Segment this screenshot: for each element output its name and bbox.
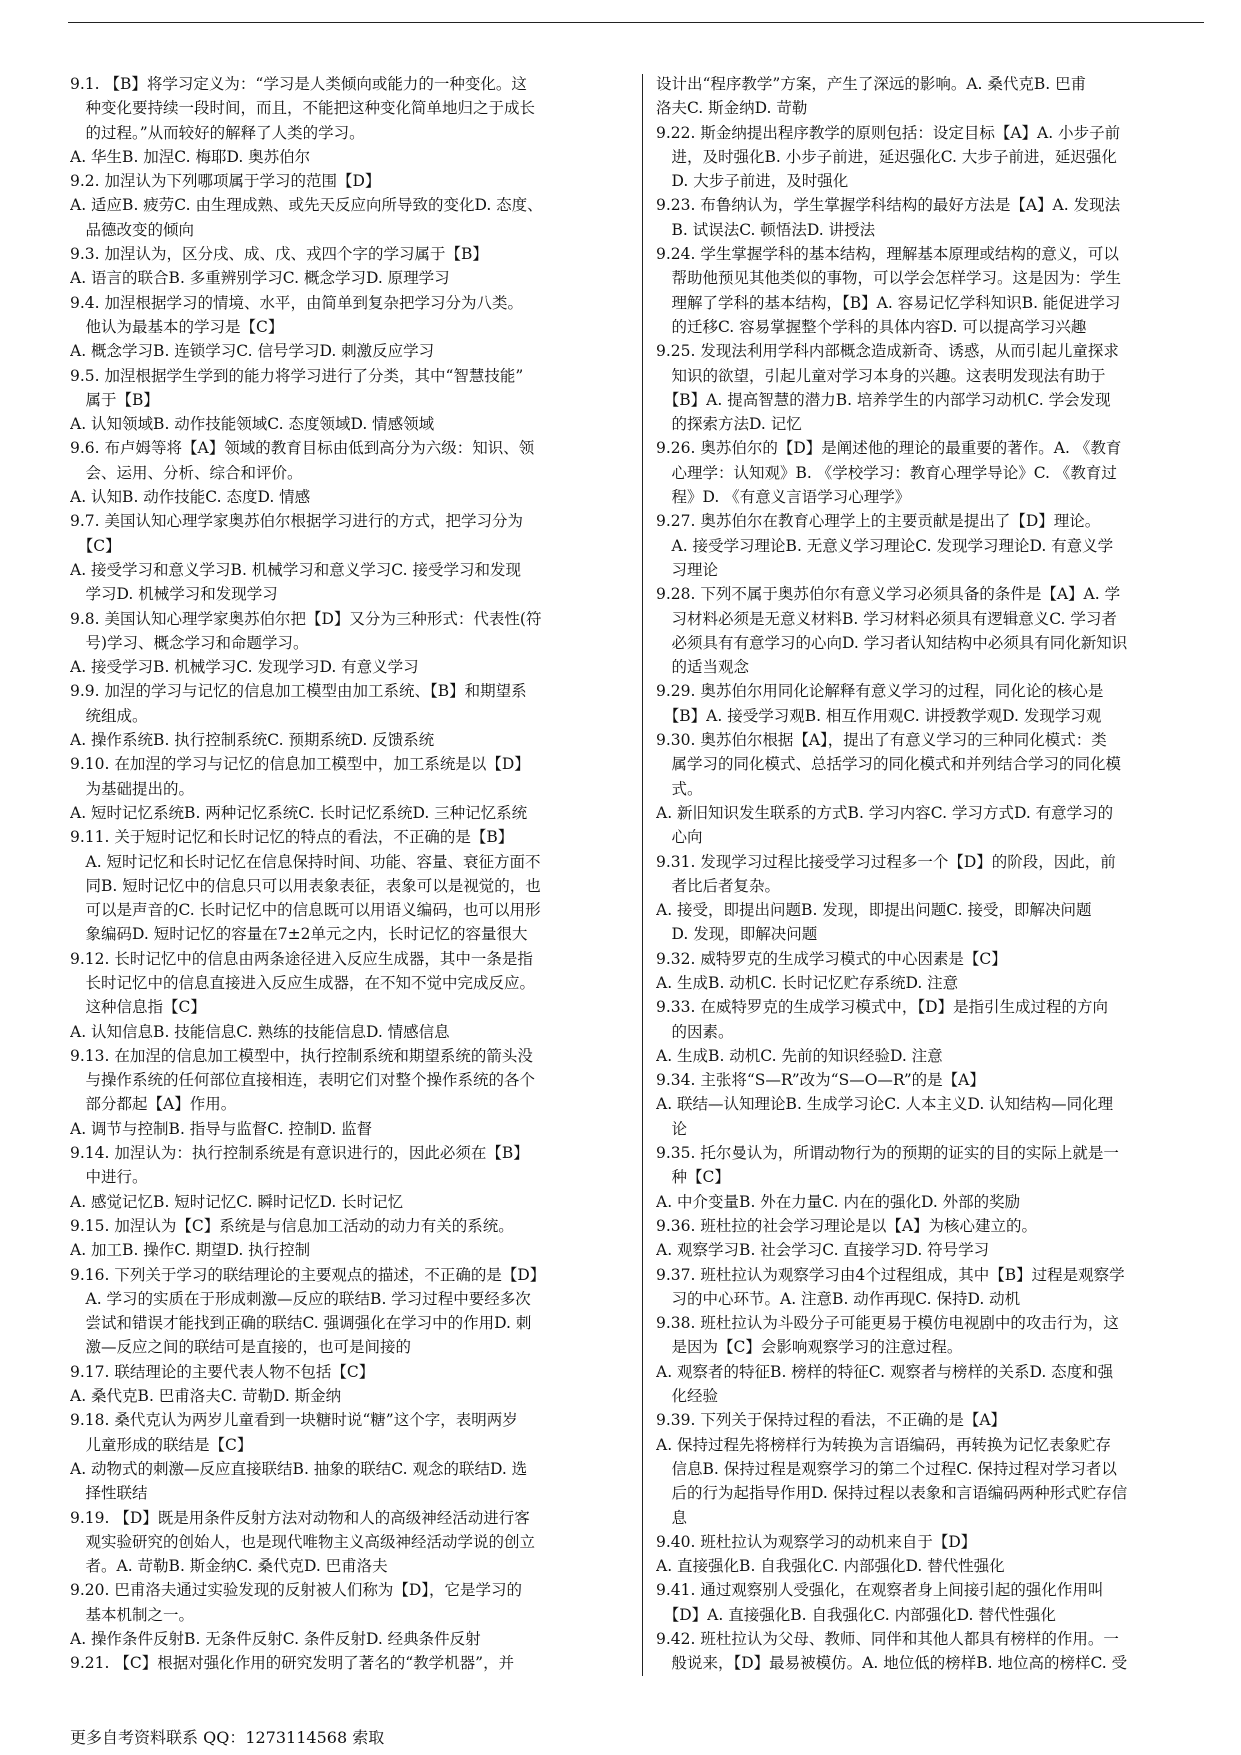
question-text-line: A. 适应B. 疲劳C. 由生理成熟、或先天反应向所导致的变化D. 态度、 [70,196,543,215]
question-text-line: 激—反应之间的联结可是直接的，也可是间接的 [70,1338,412,1357]
question-text-line: A. 调节与控制B. 指导与监督C. 控制D. 监督 [70,1119,373,1138]
question-text-line: D. 大步子前进，及时强化 [656,172,849,191]
question-text-line: 象编码D. 短时记忆的容量在7±2单元之内，长时记忆的容量很大 [70,925,528,944]
question-text-line: 9.26. 奥苏伯尔的【D】是阐述他的理论的最重要的著作。A. 《教育 [656,439,1122,458]
question-text-line: 习的中心环节。A. 注意B. 动作再现C. 保持D. 动机 [656,1289,1021,1308]
question-text-line: 的因素。 [656,1022,734,1041]
question-text-line: 9.34. 主张将“S—R”改为“S—O—R”的是【A】 [656,1071,985,1090]
question-text-line: A. 接受学习理论B. 无意义学习理论C. 发现学习理论D. 有意义学 [656,536,1114,555]
question-text-line: 9.6. 布卢姆等将【A】领域的教育目标由低到高分为六级：知识、领 [70,439,535,458]
question-text-line: 9.21. 【C】根据对强化作用的研究发明了著名的“教学机器”，并 [70,1654,515,1673]
question-text-line: A. 直接强化B. 自我强化C. 内部强化D. 替代性强化 [656,1557,1005,1576]
question-text-line: 9.25. 发现法利用学科内部概念造成新奇、诱惑，从而引起儿童探求 [656,342,1119,361]
question-text-line: 习理论 [656,560,719,579]
question-text-line: 9.42. 班杜拉认为父母、教师、同伴和其他人都具有榜样的作用。一 [656,1630,1119,1648]
question-text-line: 9.33. 在威特罗克的生成学习模式中，【D】是指引生成过程的方向 [656,998,1109,1017]
question-text-line: 9.22. 斯金纳提出程序教学的原则包括：设定目标【A】A. 小步子前 [656,123,1121,142]
question-text-line: 的探索方法D. 记忆 [656,415,802,434]
question-text-line: 尝试和错误才能找到正确的联结C. 强调强化在学习中的作用D. 刺 [70,1314,532,1333]
question-text-line: 9.13. 在加涅的信息加工模型中，执行控制系统和期望系统的箭头没 [70,1046,533,1065]
question-text-line: A. 学习的实质在于形成刺激—反应的联结B. 学习过程中要经多次 [70,1289,531,1308]
question-text-line: 9.9. 加涅的学习与记忆的信息加工模型由加工系统、【B】和期望系 [70,682,527,701]
question-text-line: 的迁移C. 容易掌握整个学科的具体内容D. 可以提高学习兴趣 [656,317,1087,336]
question-text-line: A. 中介变量B. 外在力量C. 内在的强化D. 外部的奖励 [656,1192,1021,1211]
question-text-line: 择性联结 [70,1484,148,1503]
question-text-line: 9.5. 加涅根据学生学到的能力将学习进行了分类，其中“智慧技能” [70,366,524,385]
question-text-line: 儿童形成的联结是【C】 [70,1435,253,1454]
question-text-line: A. 接受学习B. 机械学习C. 发现学习D. 有意义学习 [70,658,419,677]
column-divider [642,74,643,1676]
question-text-line: 会、运用、分析、综合和评价。 [70,463,303,482]
question-text-line: 9.17. 联结理论的主要代表人物不包括【C】 [70,1362,375,1381]
question-text-line: 息 [656,1508,688,1527]
question-text-line: 9.11. 关于短时记忆和长时记忆的特点的看法，不正确的是【B】 [70,828,514,847]
question-text-line: 9.37. 班杜拉认为观察学习由4个过程组成，其中【B】过程是观察学 [656,1265,1125,1284]
question-text-line: 统组成。 [70,706,148,725]
question-text-line: 为基础提出的。 [70,779,195,798]
question-text-line: 9.41. 通过观察别人受强化，在观察者身上间接引起的强化作用叫 [656,1581,1104,1600]
question-text-line: 品德改变的倾向 [70,220,195,239]
question-text-line: 9.10. 在加涅的学习与记忆的信息加工模型中，加工系统是以【D】 [70,755,530,774]
question-text-line: 9.1. 【B】将学习定义为：“学习是人类倾向或能力的一种变化。这 [70,75,527,93]
question-text-line: 进，及时强化B. 小步子前进，延迟强化C. 大步子前进，延迟强化 [656,147,1117,166]
question-text-line: A. 语言的联合B. 多重辨别学习C. 概念学习D. 原理学习 [70,269,450,288]
question-text-line: 的过程。”从而较好的解释了人类的学习。 [70,123,365,142]
question-text-line: 同B. 短时记忆中的信息只可以用表象表征，表象可以是视觉的，也 [70,876,541,895]
question-text-line: 可以是声音的C. 长时记忆中的信息既可以用语义编码，也可以用形 [70,901,541,920]
question-text-line: A. 新旧知识发生联系的方式B. 学习内容C. 学习方式D. 有意学习的 [656,803,1114,822]
question-text-line: 9.27. 奥苏伯尔在教育心理学上的主要贡献是提出了【D】理论。 [656,512,1101,531]
question-text-line: A. 接受学习和意义学习B. 机械学习和意义学习C. 接受学习和发现 [70,560,521,579]
question-text-line: 长时记忆中的信息直接进入反应生成器，在不知不觉中完成反应。 [70,973,536,992]
top-rule [68,22,1204,23]
question-text-line: 9.40. 班杜拉认为观察学习的动机来自于【D】 [656,1532,977,1551]
question-text-line: 9.2. 加涅认为下列哪项属于学习的范围【D】 [70,172,381,191]
question-text-line: 9.20. 巴甫洛夫通过实验发现的反射被人们称为【D】，它是学习的 [70,1581,523,1600]
question-text-line: 基本机制之一。 [70,1605,195,1624]
question-text-line: A. 认知信息B. 技能信息C. 熟练的技能信息D. 情感信息 [70,1022,450,1041]
question-text-line: 9.38. 班杜拉认为斗殴分子可能更易于模仿电视剧中的攻击行为，这 [656,1314,1119,1333]
question-text-line: A. 接受，即提出问题B. 发现，即提出问题C. 接受，即解决问题 [656,901,1092,920]
question-text-line: 9.19. 【D】既是用条件反射方法对动物和人的高级神经活动进行客 [70,1508,530,1527]
question-text-line: 者。A. 苛勒B. 斯金纳C. 桑代克D. 巴甫洛夫 [70,1557,388,1576]
question-text-line: 的适当观念 [656,658,750,677]
question-text-line: 信息B. 保持过程是观察学习的第二个过程C. 保持过程对学习者以 [656,1459,1117,1478]
question-text-line: A. 生成B. 动机C. 先前的知识经验D. 注意 [656,1046,943,1065]
question-text-line: 心理学：认知观》B. 《学校学习：教育心理学导论》C. 《教育过 [656,463,1117,482]
question-text-line: 洛夫C. 斯金纳D. 苛勒 [656,99,808,118]
question-text-line: A. 桑代克B. 巴甫洛夫C. 苛勒D. 斯金纳 [70,1387,342,1406]
question-text-line: 帮助他预见其他类似的事物，可以学会怎样学习。这是因为：学生 [656,269,1122,288]
question-text-line: 学习D. 机械学习和发现学习 [70,585,278,604]
question-text-line: 9.36. 班杜拉的社会学习理论是以【A】为核心建立的。 [656,1216,1038,1235]
question-text-line: 9.18. 桑代克认为两岁儿童看到一块糖时说“糖”这个字，表明两岁 [70,1411,518,1430]
question-text-line: A. 认知B. 动作技能C. 态度D. 情感 [70,488,311,507]
question-text-line: 是因为【C】会影响观察学习的注意过程。 [656,1338,963,1357]
question-text-line: 9.14. 加涅认为：执行控制系统是有意识进行的，因此必须在【B】 [70,1144,529,1163]
question-text-line: 9.15. 加涅认为【C】系统是与信息加工活动的动力有关的系统。 [70,1216,514,1235]
question-text-line: 9.12. 长时记忆中的信息由两条途径进入反应生成器，其中一条是指 [70,949,533,968]
question-text-line: 这种信息指【C】 [70,998,206,1017]
question-text-line: A. 动物式的刺激—反应直接联结B. 抽象的联结C. 观念的联结D. 选 [70,1459,528,1478]
question-text-line: 9.29. 奥苏伯尔用同化论解释有意义学习的过程，同化论的核心是 [656,682,1104,701]
question-text-line: 化经验 [656,1387,719,1406]
left-column [70,72,636,1676]
question-text-line: 中进行。 [70,1168,148,1187]
question-text-line: 【D】A. 直接强化B. 自我强化C. 内部强化D. 替代性强化 [656,1605,1056,1624]
question-text-line: 9.39. 下列关于保持过程的看法，不正确的是【A】 [656,1411,1007,1430]
question-text-line: 程》D. 《有意义言语学习心理学》 [656,488,911,507]
question-text-line: 后的行为起指导作用D. 保持过程以表象和言语编码两种形式贮存信 [656,1484,1128,1503]
question-text-line: 9.8. 美国认知心理学家奥苏伯尔把【D】又分为三种形式：代表性(符 [70,609,542,628]
question-text-line: 9.28. 下列不属于奥苏伯尔有意义学习必须具备的条件是【A】A. 学 [656,585,1121,604]
right-column [656,72,1208,1676]
question-text-line: 习材料必须是无意义材料B. 学习材料必须具有逻辑意义C. 学习者 [656,609,1117,628]
question-text-line: 9.16. 下列关于学习的联结理论的主要观点的描述，不正确的是【D】 [70,1265,546,1284]
question-text-line: 9.3. 加涅认为，区分戌、成、戊、戎四个字的学习属于【B】 [70,245,488,264]
question-text-line: 【B】A. 提高智慧的潜力B. 培养学生的内部学习动机C. 学会发现 [656,390,1111,409]
question-text-line: 知识的欲望，引起儿童对学习本身的兴趣。这表明发现法有助于 [656,366,1106,385]
question-text-line: 他认为最基本的学习是【C】 [70,317,284,336]
question-text-line: A. 加工B. 操作C. 期望D. 执行控制 [70,1241,311,1260]
question-text-line: 设计出“程序教学”方案，产生了深远的影响。A. 桑代克B. 巴甫 [656,75,1087,93]
question-text-line: A. 联结—认知理论B. 生成学习论C. 人本主义D. 认知结构—同化理 [656,1095,1114,1114]
question-text-line: 与操作系统的任何部位直接相连，表明它们对整个操作系统的各个 [70,1071,536,1090]
question-text-line: 9.4. 加涅根据学习的情境、水平，由简单到复杂把学习分为八类。 [70,293,524,312]
question-text-line: A. 认知领域B. 动作技能领域C. 态度领域D. 情感领域 [70,415,435,434]
question-text-line: A. 保持过程先将榜样行为转换为言语编码，再转换为记忆表象贮存 [656,1435,1112,1454]
question-text-line: 种变化要持续一段时间，而且，不能把这种变化简单地归之于成长 [70,99,536,118]
question-text-line: A. 操作条件反射B. 无条件反射C. 条件反射D. 经典条件反射 [70,1630,481,1648]
question-text-line: 9.35. 托尔曼认为，所谓动物行为的预期的证实的目的实际上就是一 [656,1144,1119,1163]
question-text-line: 9.30. 奥苏伯尔根据【A】，提出了有意义学习的三种同化模式：类 [656,731,1107,750]
question-text-line: 9.24. 学生掌握学科的基本结构，理解基本原理或结构的意义，可以 [656,245,1119,264]
question-text-line: A. 观察学习B. 社会学习C. 直接学习D. 符号学习 [656,1241,990,1260]
question-text-line: 号)学习、概念学习和命题学习。 [70,633,309,652]
question-text-line: 观实验研究的创始人，也是现代唯物主义高级神经活动学说的创立 [70,1532,536,1551]
question-text-line: A. 操作系统B. 执行控制系统C. 预期系统D. 反馈系统 [70,731,435,750]
question-text-line: 必须具有有意学习的心向D. 学习者认知结构中必须具有同化新知识 [656,633,1128,652]
question-text-line: D. 发现，即解决问题 [656,925,818,944]
question-text-line: 9.31. 发现学习过程比接受学习过程多一个【D】的阶段，因此，前 [656,852,1116,871]
question-text-line: 部分都起【A】作用。 [70,1095,237,1114]
question-text-line: 9.32. 威特罗克的生成学习模式的中心因素是【C】 [656,949,1007,968]
question-text-line: A. 短时记忆系统B. 两种记忆系统C. 长时记忆系统D. 三种记忆系统 [70,803,528,822]
question-text-line: 者比后者复杂。 [656,876,781,895]
question-text-line: 【B】A. 接受学习观B. 相互作用观C. 讲授教学观D. 发现学习观 [656,706,1102,725]
footer-contact-note: 更多自考资料联系 QQ：1273114568 索取 [70,1728,385,1747]
question-text-line: 9.7. 美国认知心理学家奥苏伯尔根据学习进行的方式，把学习分为 [70,512,524,531]
question-text-line: A. 短时记忆和长时记忆在信息保持时间、功能、容量、衰征方面不 [70,852,541,871]
question-text-line: 理解了学科的基本结构，【B】A. 容易记忆学科知识B. 能促进学习 [656,293,1121,312]
question-text-line: A. 概念学习B. 连锁学习C. 信号学习D. 刺激反应学习 [70,342,435,361]
question-text-line: 般说来，【D】最易被模仿。A. 地位低的榜样B. 地位高的榜样C. 受 [656,1654,1128,1673]
question-text-line: 论 [656,1119,688,1138]
question-text-line: A. 感觉记忆B. 短时记忆C. 瞬时记忆D. 长时记忆 [70,1192,404,1211]
question-text-line: A. 观察者的特征B. 榜样的特征C. 观察者与榜样的关系D. 态度和强 [656,1362,1114,1381]
question-text-line: 心向 [656,828,703,847]
question-text-line: 9.23. 布鲁纳认为，学生掌握学科结构的最好方法是【A】A. 发现法 [656,196,1121,215]
question-text-line: B. 试误法C. 顿悟法D. 讲授法 [656,220,876,239]
question-text-line: 属于【B】 [70,390,159,409]
question-text-line: 属学习的同化模式、总括学习的同化模式和并列结合学习的同化模 [656,755,1122,774]
question-text-line: A. 华生B. 加涅C. 梅耶D. 奥苏伯尔 [70,147,311,166]
question-text-line: 种【C】 [656,1168,730,1187]
question-text-line: A. 生成B. 动机C. 长时记忆贮存系统D. 注意 [656,973,959,992]
question-text-line: 【C】 [70,536,121,555]
question-text-line: 式。 [656,779,703,798]
